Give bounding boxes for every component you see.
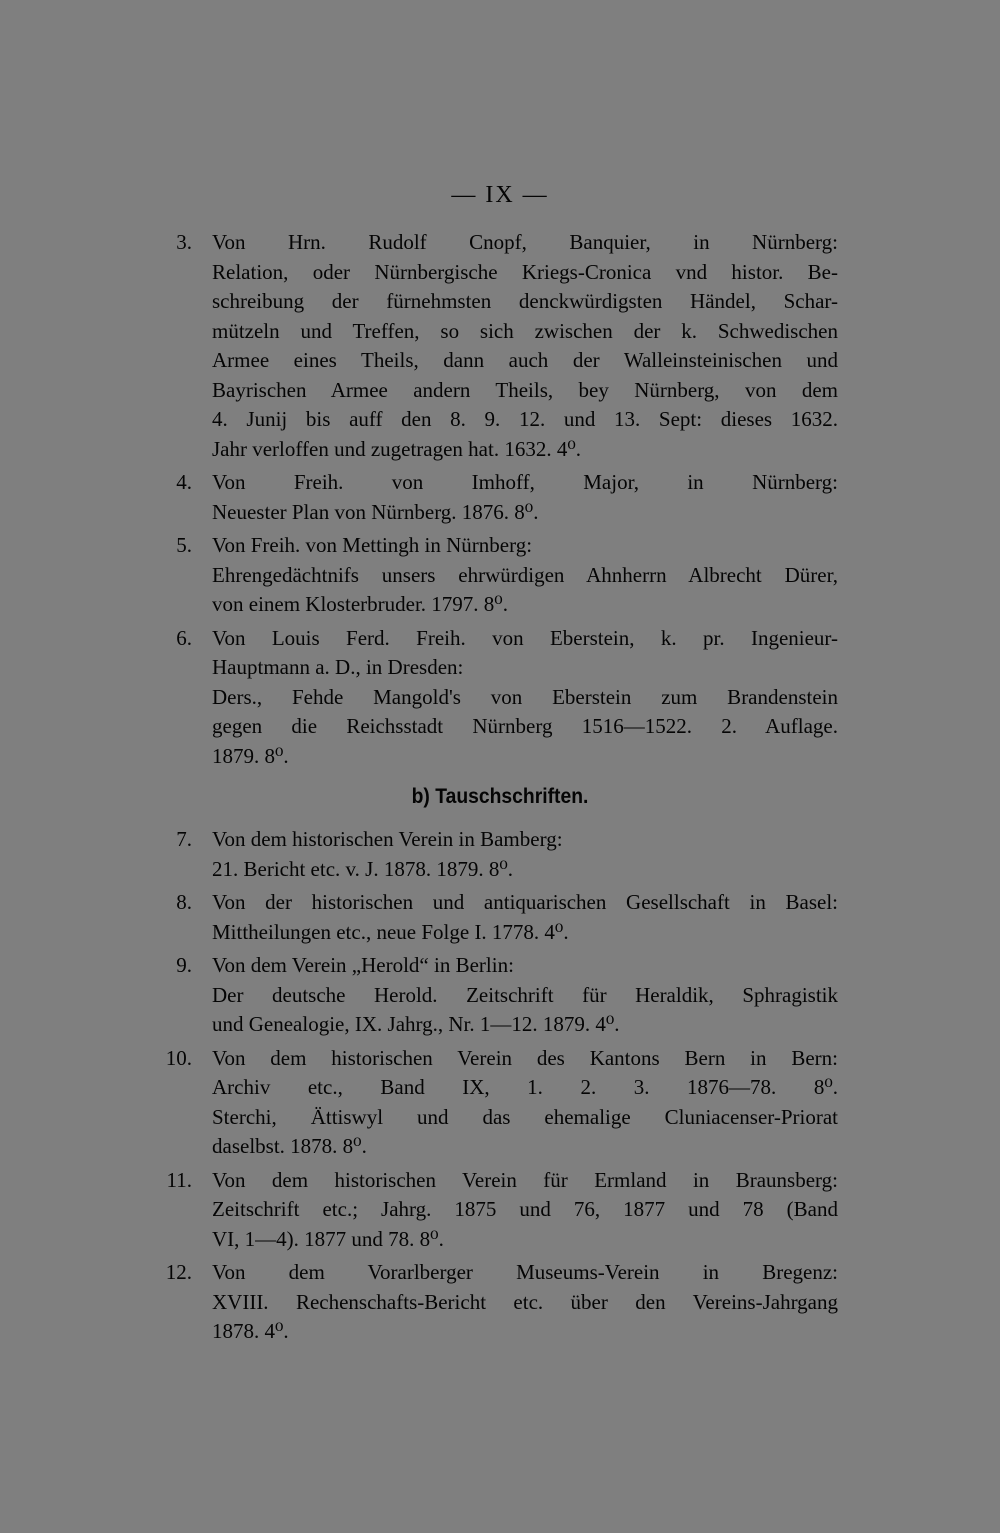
page-number: — IX — <box>451 182 549 208</box>
entry-line: Relation, oder Nürnbergische Kriegs-Cronica vnd histor. Be- <box>212 259 838 284</box>
entry-line: daselbst. 1878. 8⁰. <box>212 1134 367 1158</box>
entry-line: Von Freih. von Mettingh in Nürnberg: <box>212 533 533 557</box>
entry-line: Sterchi, Ättiswyl und das ehemalige Cluniacenser-Priorat <box>212 1104 838 1129</box>
entry-line: Neuester Plan von Nürnberg. 1876. 8⁰. <box>212 499 539 524</box>
list-item <box>0 1166 1000 1255</box>
entry-line: Hauptmann a. D., in Dresden: <box>212 655 464 679</box>
list-item <box>0 228 1000 464</box>
list-item <box>0 624 1000 772</box>
entry-line: 21. Bericht etc. v. J. 1878. 1879. 8⁰. <box>212 856 514 881</box>
entry-line: und Genealogie, IX. Jahrg., Nr. 1—12. 1879. 4⁰. <box>212 1012 620 1036</box>
entry-number: 12. <box>165 1260 192 1284</box>
entry-line: Von Freih. von Imhoff, Major, in Nürnberg: <box>212 470 838 494</box>
entry-line: Von dem Vorarlberger Museums-Verein in Bregenz: <box>212 1260 838 1284</box>
entry-line: Armee eines Theils, dann auch der Walleinsteinischen und <box>212 348 838 372</box>
entry-line: gegen die Reichsstadt Nürnberg 1516—1522. 2. Auflage. <box>212 714 838 738</box>
entry-line: Von dem historischen Verein für Ermland in Braunsberg: <box>212 1167 838 1192</box>
entry-line: Archiv etc., Band IX, 1. 2. 3. 1876—78. 8⁰. <box>212 1075 838 1099</box>
list-item <box>0 888 1000 947</box>
entry-line: Ehrengedächtnifs unsers ehrwürdigen Ahnherrn Albrecht Dürer, <box>212 562 838 587</box>
entry-number: 9. <box>176 953 192 977</box>
entry-line: schreibung der fürnehmsten denckwürdigsten Händel, Schar- <box>212 289 838 313</box>
entry-line: Jahr verloffen und zugetragen hat. 1632. 4⁰. <box>212 436 581 461</box>
entry-line: Der deutsche Herold. Zeitschrift für Heraldik, Sphragistik <box>212 982 838 1007</box>
list-item <box>0 468 1000 527</box>
entry-line: 4. Junij bis auff den 8. 9. 12. und 13. Sept: dieses 1632. <box>212 407 838 431</box>
entry-line: Von dem historischen Verein des Kantons Bern in Bern: <box>212 1045 838 1070</box>
entry-line: Zeitschrift etc.; Jahrg. 1875 und 76, 1877 und 78 (Band <box>212 1197 838 1221</box>
entry-line: VI, 1—4). 1877 und 78. 8⁰. <box>212 1226 444 1251</box>
entry-list <box>0 228 1000 1351</box>
entry-number: 5. <box>176 533 192 557</box>
entry-number: 3. <box>176 230 192 254</box>
entry-number: 8. <box>176 890 192 914</box>
entry-line: Von der historischen und antiquarischen Gesellschaft in Basel: <box>212 890 838 914</box>
entry-line: Mittheilungen etc., neue Folge I. 1778. 4⁰. <box>212 919 569 944</box>
entry-line: 1878. 4⁰. <box>212 1319 289 1343</box>
entry-line: XVIII. Rechenschafts-Bericht etc. über den Vereins-Jahrgang <box>212 1289 838 1314</box>
list-item <box>0 1044 1000 1162</box>
entry-line: Ders., Fehde Mangold's von Eberstein zum Brandenstein <box>212 684 838 709</box>
entry-line: 1879. 8⁰. <box>212 743 289 768</box>
entry-number: 10. <box>165 1045 192 1070</box>
list-item <box>0 825 1000 884</box>
entry-line: Von Louis Ferd. Freih. von Eberstein, k. pr. Ingenieur- <box>212 625 838 650</box>
entry-number: 6. <box>176 625 192 650</box>
list-item <box>0 1258 1000 1347</box>
entry-line: von einem Klosterbruder. 1797. 8⁰. <box>212 592 508 616</box>
list-item <box>0 951 1000 1040</box>
section-heading: b) Tauschschriften. <box>411 785 589 808</box>
entry-number: 7. <box>176 827 192 851</box>
entry-line: Von dem Verein „Herold“ in Berlin: <box>212 953 514 977</box>
entry-line: Bayrischen Armee andern Theils, bey Nürnberg, von dem <box>212 377 838 402</box>
entry-line: Von dem historischen Verein in Bamberg: <box>212 827 563 851</box>
entry-line: Von Hrn. Rudolf Cnopf, Banquier, in Nürnberg: <box>212 230 838 254</box>
entry-line: mützeln und Treffen, so sich zwischen der k. Schwedischen <box>212 318 838 343</box>
entry-number: 11. <box>166 1167 192 1192</box>
entry-number: 4. <box>176 470 192 494</box>
list-item <box>0 531 1000 620</box>
